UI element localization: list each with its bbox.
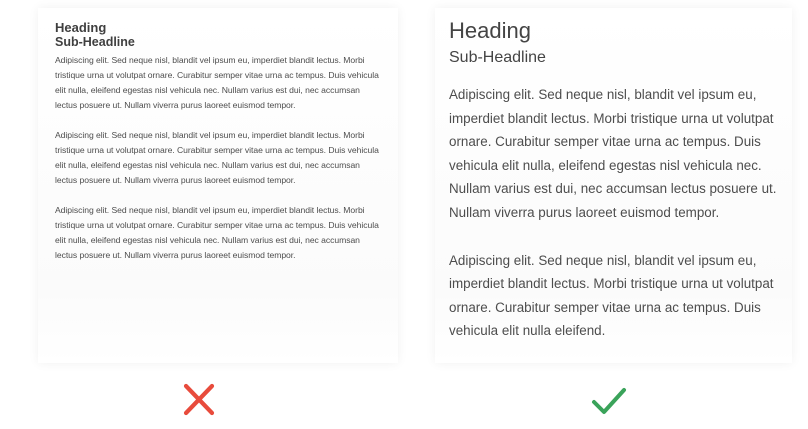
good-example-heading: Heading bbox=[449, 18, 531, 43]
bad-example-paragraph: Adipiscing elit. Sed neque nisl, blandit vel ipsum eu, imperdiet blandit lectus. Morbi tristique urna ut volutpat ornare. Curabitur semper vitae urna ac tempus. Duis vehicula elit nulla, eleifend egestas nisl vehicula nec. Nullam varius est dui, nec accumsan lectus posuere ut. Nullam viverra purus laoreet euismod tempor. bbox=[55, 205, 379, 260]
cross-icon bbox=[179, 380, 219, 420]
good-example-panel bbox=[435, 8, 792, 363]
checkmark-stroke bbox=[594, 390, 624, 412]
bad-example-panel bbox=[38, 8, 398, 363]
good-example-paragraph: Adipiscing elit. Sed neque nisl, blandit vel ipsum eu, imperdiet blandit lectus. Morbi tristique urna ut volutpat ornare. Curabitur semper vitae urna ac tempus. Duis vehicula elit nulla, eleifend egestas nisl vehicula nec. Nullam varius est dui, nec accumsan lectus posuere ut. Nullam viverra purus laoreet euismod tempor. bbox=[449, 87, 777, 220]
checkmark-icon bbox=[589, 380, 629, 420]
bad-example-subheading: Sub-Headline bbox=[55, 35, 135, 49]
bad-example-paragraph: Adipiscing elit. Sed neque nisl, blandit vel ipsum eu, imperdiet blandit lectus. Morbi tristique urna ut volutpat ornare. Curabitur semper vitae urna ac tempus. Duis vehicula elit nulla, eleifend egestas nisl vehicula nec. Nullam varius est dui, nec accumsan lectus posuere ut. Nullam viverra purus laoreet euismod tempor. bbox=[55, 130, 379, 185]
bad-example-paragraph: Adipiscing elit. Sed neque nisl, blandit vel ipsum eu, imperdiet blandit lectus. Morbi tristique urna ut volutpat ornare. Curabitur semper vitae urna ac tempus. Duis vehicula elit nulla, eleifend egestas nisl vehicula nec. Nullam varius est dui, nec accumsan lectus posuere ut. Nullam viverra purus laoreet euismod tempor. bbox=[55, 55, 379, 110]
good-example-paragraph: Adipiscing elit. Sed neque nisl, blandit vel ipsum eu, imperdiet blandit lectus. Morbi tristique urna ut volutpat ornare. Curabitur semper vitae urna ac tempus. Duis vehicula elit nulla eleifend. bbox=[449, 252, 774, 339]
good-example-subheading: Sub-Headline bbox=[449, 49, 546, 66]
bad-example-heading: Heading bbox=[55, 20, 107, 35]
